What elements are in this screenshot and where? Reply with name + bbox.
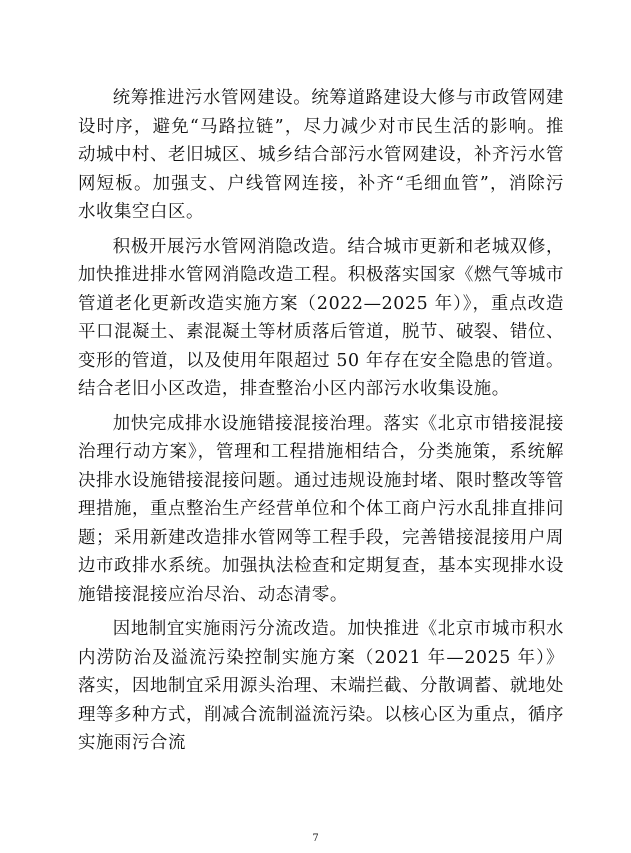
document-body — [78, 84, 564, 764]
paragraph-sewer-network-renovation: 积极开展污水管网消隐改造。结合城市更新和老城双修，加快推进排水管网消隐改造工程。积极落实国家《燃气等城市管道老化更新改造实施方案（2022—2025 年）》，重点改造平口混凝土、素混凝土等材质落后管道，脱节、破裂、错位、变形的管道，以及使用年限超过 50 年存在安全隐患的管道。结合老旧小区改造，排查整治小区内部污水收集设施。 — [78, 236, 564, 399]
page-number: 7 — [312, 833, 319, 844]
paragraph-sewer-network-construction: 统筹推进污水管网建设。统筹道路建设大修与市政管网建设时序，避免“马路拉链”，尽力减少对市民生活的影响。推动城中村、老旧城区、城乡结合部污水管网建设，补齐污水管网短板。加强支、户线管网连接，补齐“毛细血管”，消除污水收集空白区。 — [78, 88, 564, 222]
paragraph-misconnection-governance: 加快完成排水设施错接混接治理。落实《北京市错接混接治理行动方案》，管理和工程措施相结合，分类施策，系统解决排水设施错接混接问题。通过违规设施封堵、限时整改等管理措施，重点整治生产经营单位和个体工商户污水乱排直排问题；采用新建改造排水管网等工程手段，完善错接混接用户周边市政排水系统。加强执法检查和定期复查，基本实现排水设施错接混接应治尽治、动态清零。 — [78, 413, 564, 605]
paragraph-rain-sewage-separation: 因地制宜实施雨污分流改造。加快推进《北京市城市积水内涝防治及溢流污染控制实施方案（2021 年—2025 年）》落实，因地制宜采用源头治理、末端拦截、分散调蓄、就地处理等多种方式，削减合流制溢流污染。以核心区为重点，循序实施雨污合流 — [78, 619, 564, 753]
